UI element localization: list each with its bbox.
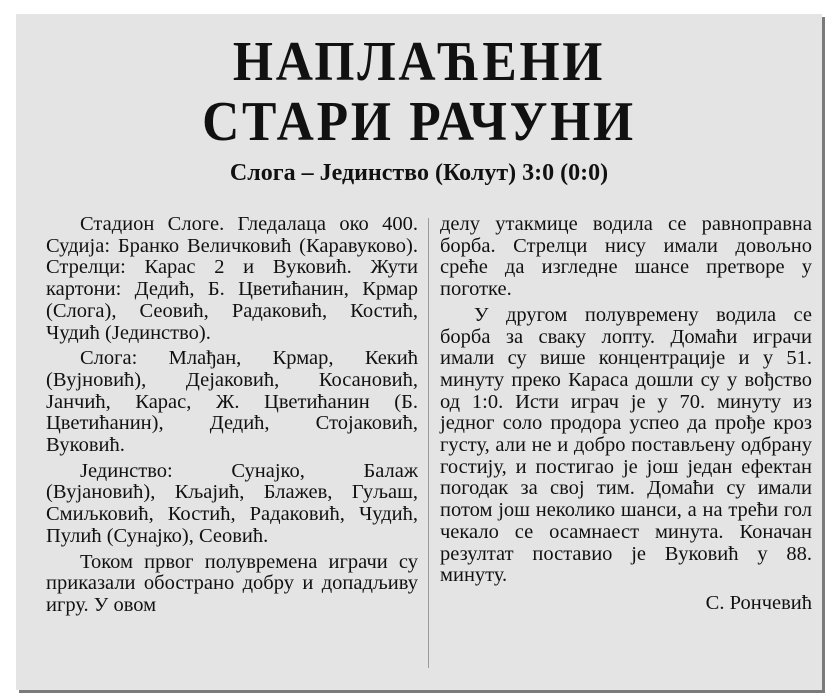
article-column-right xyxy=(440,214,812,615)
paragraph-sloga-lineup: Слога: Млађан, Крмар, Кекић (Вујновић), Дејаковић, Косановић, Јанчић, Карас, Ж. Цветићанин (Б. Цветићанин), Дедић, Стојаковић, Вуковић. xyxy=(46,347,418,457)
paragraph-second-half: У другом полувремену водила се борба за сваку лопту. Домаћи играчи имали су више концентрације и у 51. минуту преко Караса дошли су у вођство од 1:0. Исти играч је у 70. минуту из једног соло продора успео да прође кроз густу, али не и добро постављену одбрану гостију, и постигао је још један ефектан погодак за свој тим. Домаћи су имали потом још неколико шанси, а на трећи гол чекало се осамнаест минута. Коначан резултат поставио је Вуковић у 88. минуту. xyxy=(440,303,812,587)
paragraph-jedinstvo-lineup: Јединство: Сунајко, Балаж (Вујановић), Кљајић, Блажев, Гуљаш, Смиљковић, Костић, Радаковић, Чудић, Пулић (Сунајко), Сеовић. xyxy=(46,459,418,547)
paragraph-first-half: Током првог полувремена играчи су приказали обострано добру и допадљиву игру. У овом xyxy=(46,550,418,616)
headline-line-2: СТАРИ РАЧУНИ xyxy=(202,91,636,153)
paragraph-match-info: Стадион Слоге. Гледалаца око 400. Судија: Бранко Величковић (Каравуково). Стрелци: Карас 2 и Вуковић. Жути картони: Дедић, Б. Цветићанин, Крмар (Слога), Сеовић, Радаковић, Костић, Чудић (Јединство). xyxy=(46,213,418,344)
newspaper-clipping xyxy=(16,14,822,690)
paragraph-first-half-continued: делу утакмице водила се равноправна борба. Стрелци нису имали довољно среће да изгледне шансе претворе у поготке. xyxy=(440,213,812,301)
match-result-subtitle: Слога – Јединство (Колут) 3:0 (0:0) xyxy=(229,160,609,186)
headline-line-1: НАПЛАЋЕНИ xyxy=(232,31,606,93)
column-divider xyxy=(428,218,429,668)
article-column-left xyxy=(46,214,418,621)
author-signature: С. Рончевић xyxy=(705,591,812,614)
headline xyxy=(16,32,822,152)
